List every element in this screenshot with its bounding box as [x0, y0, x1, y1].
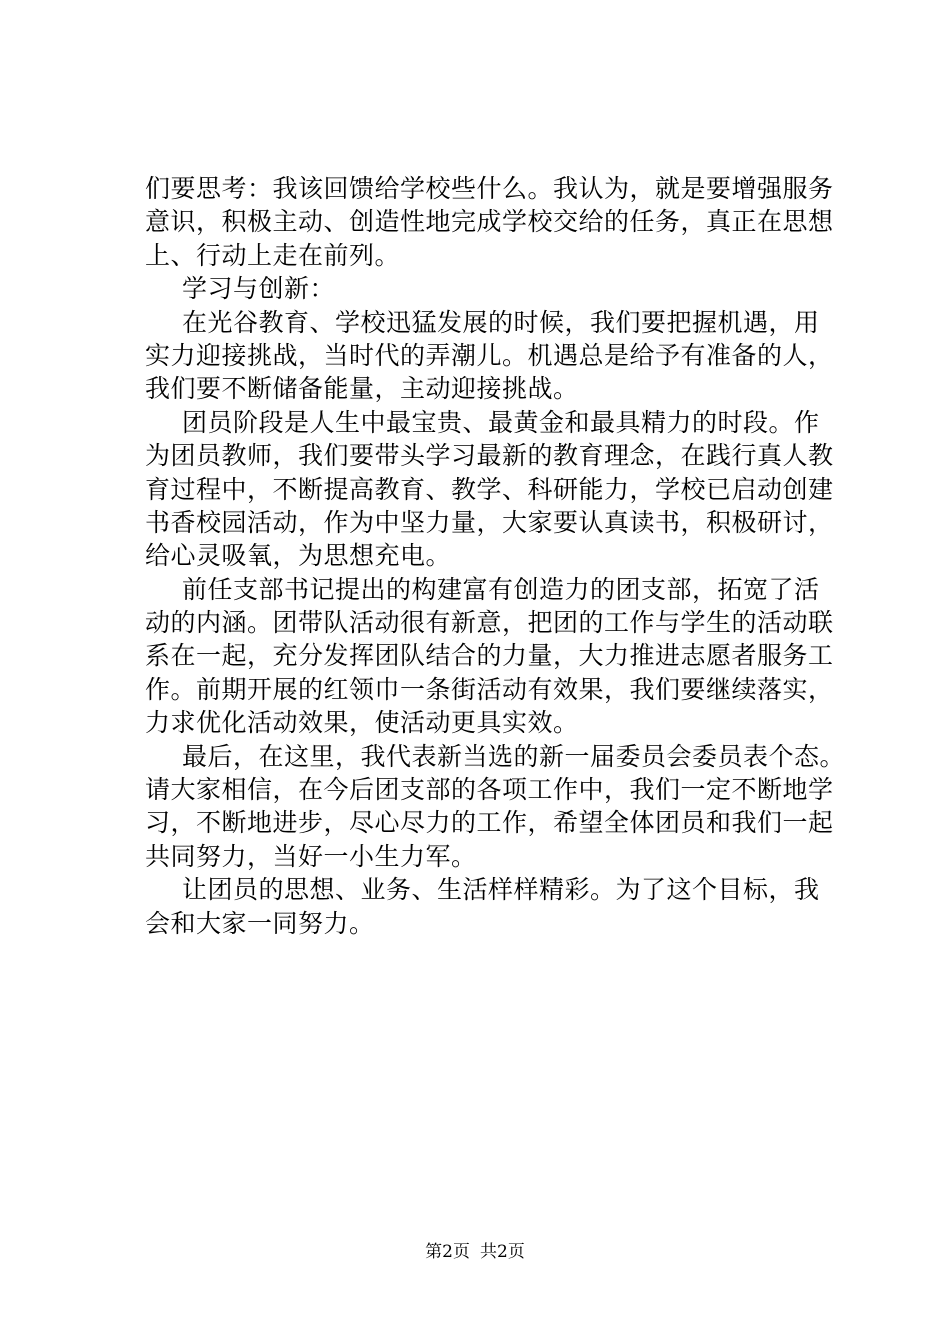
text-line: 最后，在这里，我代表新当选的新一届委员会委员表个态。	[182, 741, 846, 771]
text-line: 作。前期开展的红领巾一条街活动有效果，我们要继续落实，	[145, 674, 834, 704]
page-number: 第2页	[425, 1242, 470, 1262]
text-line: 书香校园活动，作为中坚力量，大家要认真读书，积极研讨，	[145, 507, 834, 537]
text-line: 我们要不断储备能量，主动迎接挑战。	[145, 374, 579, 404]
document-body	[145, 172, 846, 940]
text-line: 会和大家一同努力。	[145, 908, 375, 938]
page-footer	[0, 1240, 950, 1264]
text-line: 上、行动上走在前列。	[145, 240, 401, 270]
text-line: 让团员的思想、业务、生活样样精彩。为了这个目标，我	[182, 875, 820, 905]
text-line: 给心灵吸氧，为思想充电。	[145, 541, 452, 571]
section-heading: 学习与创新：	[182, 274, 336, 304]
text-line: 力求优化活动效果，使活动更具实效。	[145, 708, 579, 738]
text-line: 动的内涵。团带队活动很有新意，把团的工作与学生的活动联	[145, 608, 834, 638]
text-line: 为团员教师，我们要带头学习最新的教育理念，在践行真人教	[145, 441, 834, 471]
text-line: 实力迎接挑战，当时代的弄潮儿。机遇总是给予有准备的人，	[145, 340, 834, 370]
text-line: 意识，积极主动、创造性地完成学校交给的任务，真正在思想	[145, 207, 834, 237]
text-line: 前任支部书记提出的构建富有创造力的团支部，拓宽了活	[182, 574, 820, 604]
page-total: 共2页	[480, 1242, 525, 1262]
text-line: 团员阶段是人生中最宝贵、最黄金和最具精力的时段。作	[182, 407, 820, 437]
text-line: 习，不断地进步，尽心尽力的工作，希望全体团员和我们一起	[145, 808, 834, 838]
text-line: 系在一起，充分发挥团队结合的力量，大力推进志愿者服务工	[145, 641, 834, 671]
text-line: 共同努力，当好一小生力军。	[145, 841, 477, 871]
text-line: 在光谷教育、学校迅猛发展的时候，我们要把握机遇，用	[182, 307, 820, 337]
text-line: 育过程中，不断提高教育、教学、科研能力，学校已启动创建	[145, 474, 834, 504]
text-line: 请大家相信，在今后团支部的各项工作中，我们一定不断地学	[145, 775, 834, 805]
text-line: 们要思考：我该回馈给学校些什么。我认为，就是要增强服务	[145, 174, 834, 203]
